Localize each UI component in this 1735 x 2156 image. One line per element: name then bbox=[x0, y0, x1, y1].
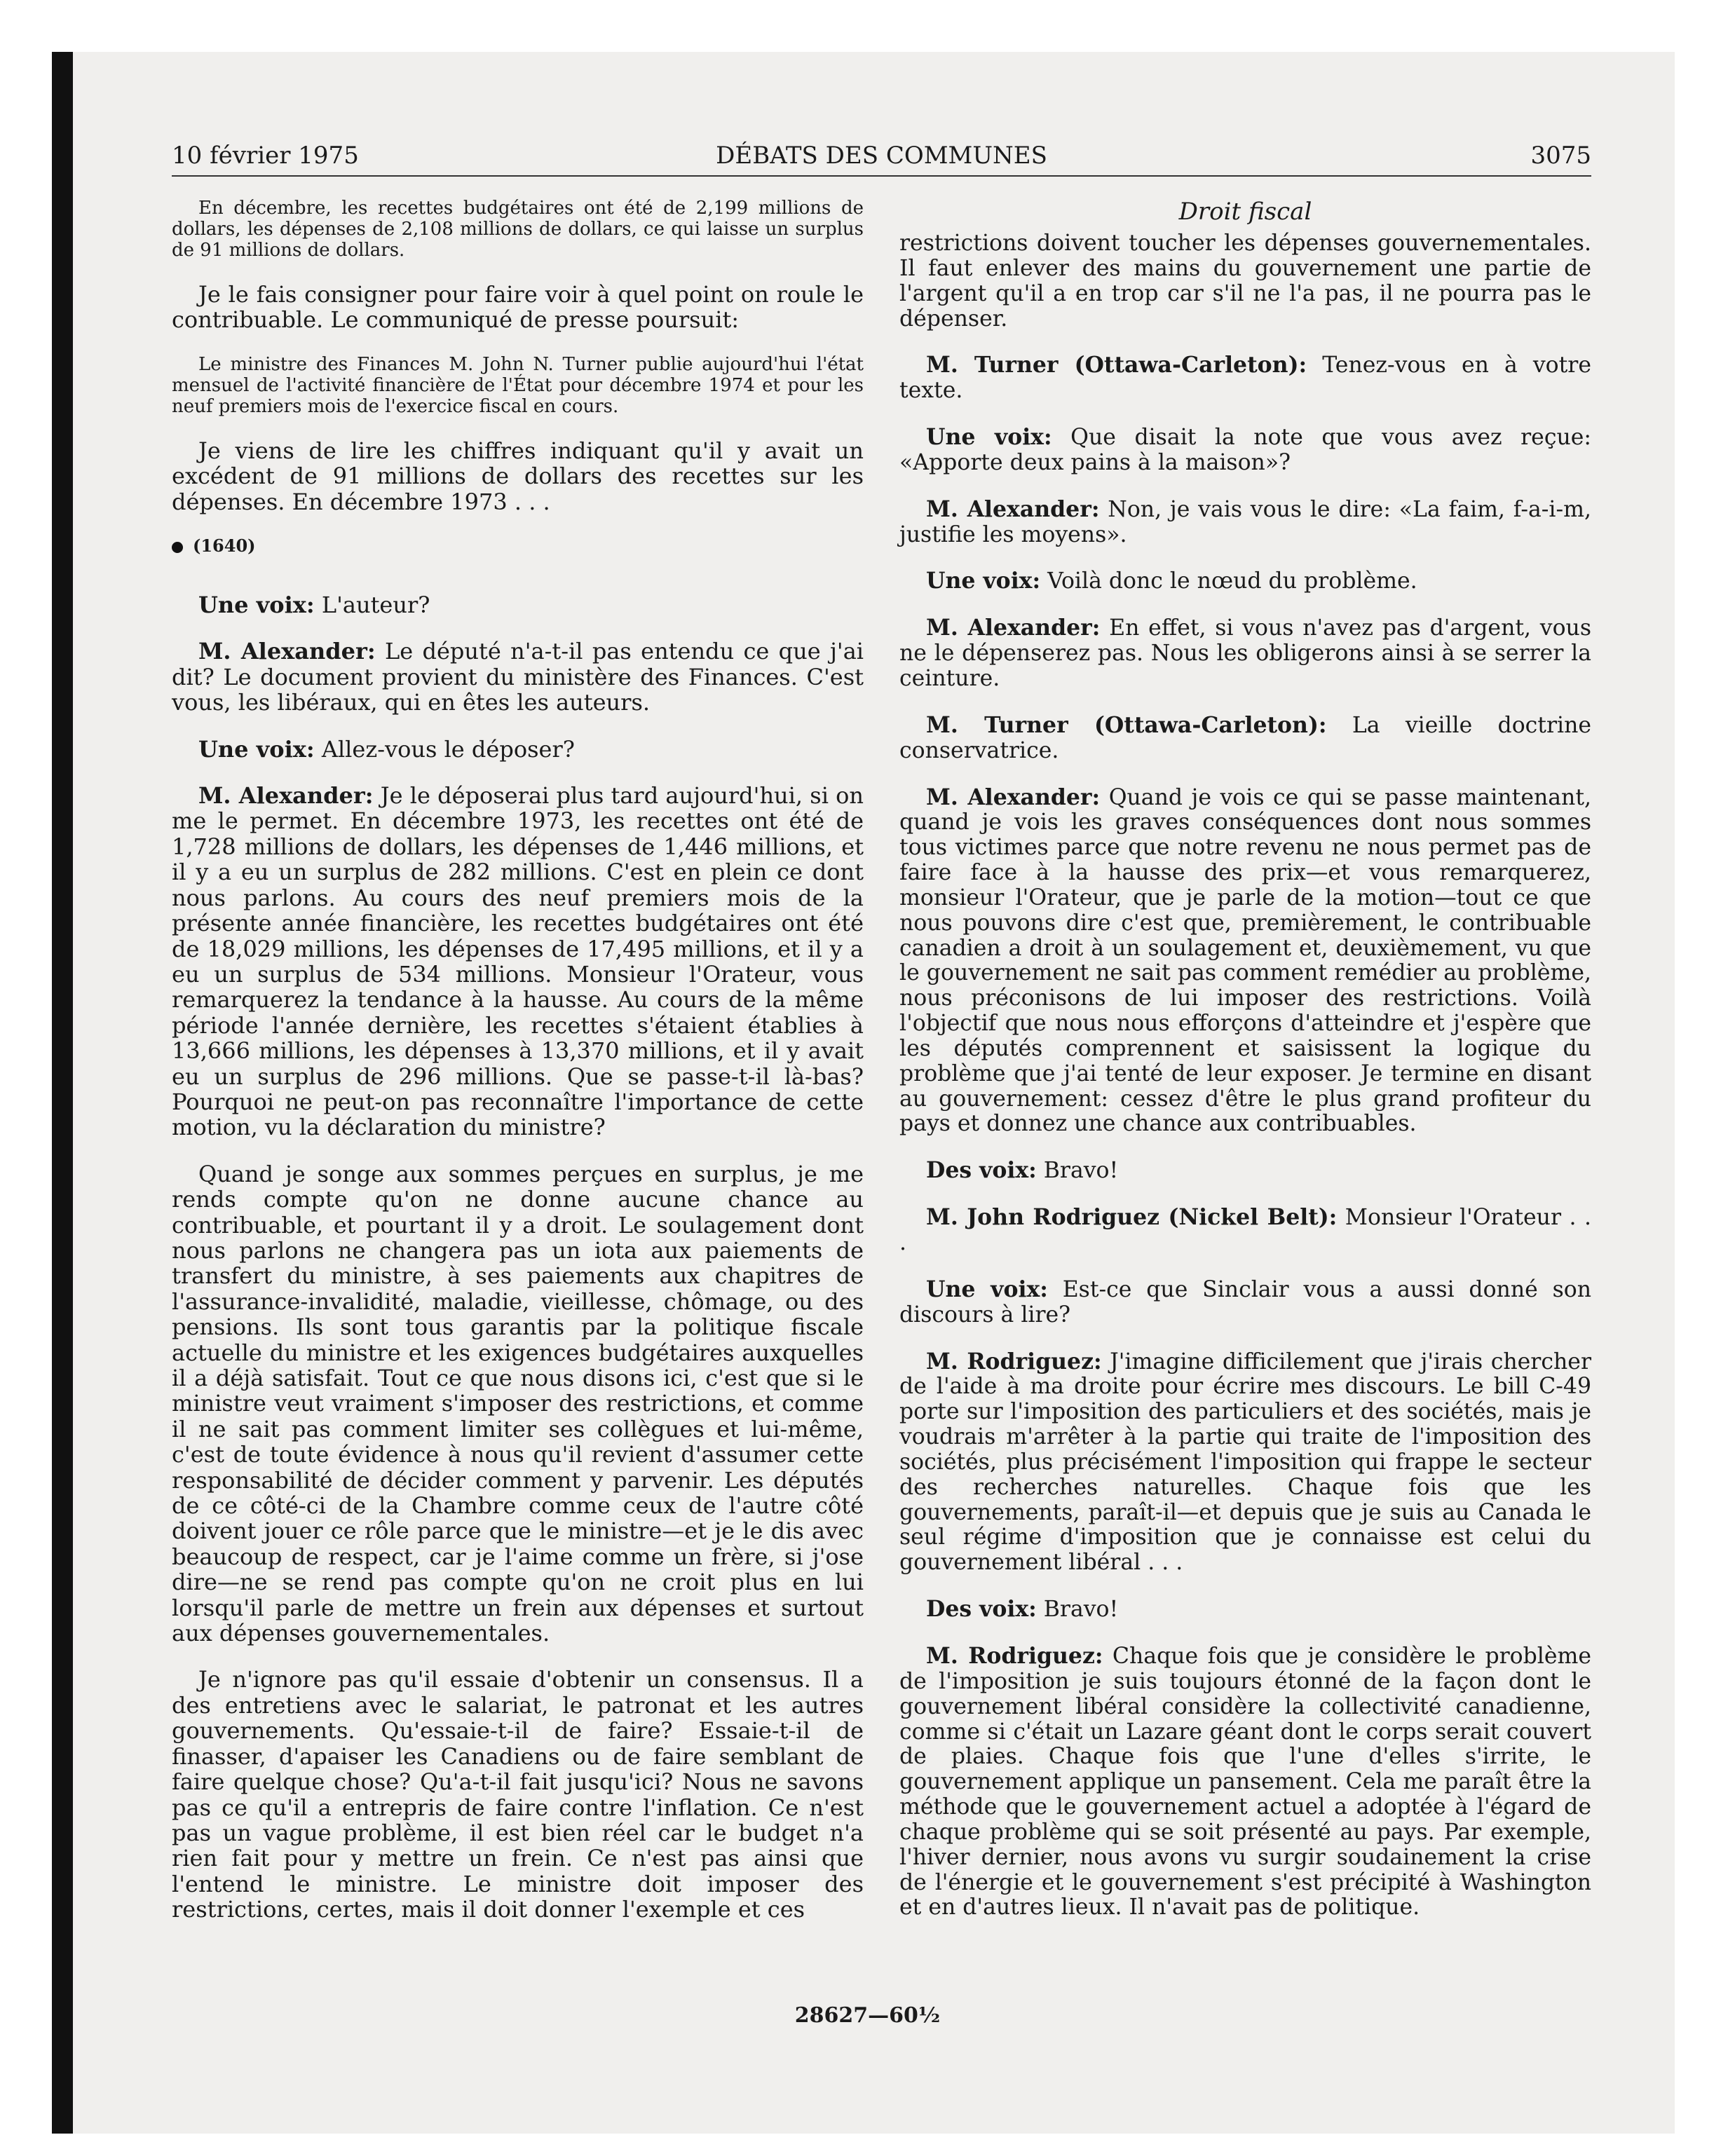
speaker-name: M. John Rodriguez (Nickel Belt): bbox=[926, 1204, 1338, 1231]
paragraph-text: Non, je vais vous le dire: «La faim, f-a-i-m, justifie les moyens». bbox=[899, 496, 1591, 547]
paragraph bbox=[899, 1644, 1591, 1920]
paragraph-text: L'auteur? bbox=[321, 592, 430, 619]
paragraph-text: Voilà donc le nœud du problème. bbox=[1047, 568, 1417, 594]
speaker-name: M. Turner (Ottawa-Carleton): bbox=[926, 352, 1307, 378]
time-marker bbox=[172, 535, 864, 556]
paragraph-text: Bravo! bbox=[1043, 1158, 1119, 1184]
paragraph bbox=[899, 231, 1591, 332]
speaker-name: M. Alexander: bbox=[926, 615, 1101, 641]
speaker-name: Une voix: bbox=[198, 592, 315, 619]
paragraph-text: Le député n'a-t-il pas entendu ce que j'ai dit? Le document provient du ministère des Finances. C'est vous, les libéraux, qui en êtes les auteurs. bbox=[172, 638, 864, 716]
paragraph bbox=[899, 425, 1591, 476]
paragraph bbox=[899, 1158, 1591, 1184]
paragraph bbox=[172, 639, 864, 715]
paragraph-text: La vieille doctrine conservatrice. bbox=[899, 712, 1592, 763]
paragraph-text: Est-ce que Sinclair vous a aussi donné son discours à lire? bbox=[899, 1276, 1591, 1328]
speaker-name: Une voix: bbox=[926, 424, 1052, 451]
speaker-name: M. Turner (Ottawa-Carleton): bbox=[926, 711, 1327, 738]
paragraph-text: Je n'ignore pas qu'il essaie d'obtenir un consensus. Il a des entretiens avec le salariat, le patronat et les autres gouvernements. Qu'essaie-t-il de faire? Essaie-t-il de finasser, d'apaiser les Canadiens ou de faire semblant de faire quelque chose? Qu'a-t-il fait jusqu'ici? Nous ne savons pas ce qu'il a entrepris de faire contre l'inflation. Ce n'est pas un vague problème, il est bien réel car le budget n'a rien fait pour y mettre un frein. Ce n'est pas ainsi que l'entend le ministre. Le ministre doit imposer des restrictions, certes, mais il doit donner l'exemple et ces bbox=[172, 1666, 864, 1923]
paragraph bbox=[899, 1277, 1591, 1328]
paragraph-text: Tenez-vous en à votre texte. bbox=[899, 353, 1592, 404]
paragraph-text: Quand je vois ce qui se passe maintenant, quand je vois les graves conséquences dont nous sommes tous victimes parce que notre revenu ne nous permet pas de faire face à la hausse des prix—et vous remarquerez, monsieur l'Orateur, que je parle de la motion—tout ce que nous pouvons dire c'est que, premièrement, le contribuable canadien a droit à un soulagement et, deuxièmement, vu que le gouvernement ne sait pas comment remédier au problème, nous préconisons de lui imposer des restrictions. Voilà l'objectif que nous nous efforçons d'atteindre et j'espère que les députés comprennent et saisissent la logique du problème que j'ai tenté de leur exposer. Je termine en disant au gouvernement: cessez d'être le plus grand profiteur du pays et donnez une chance aux contribuables. bbox=[899, 784, 1591, 1137]
bullet-dot-icon bbox=[172, 542, 183, 553]
speaker-name: M. Alexander: bbox=[926, 784, 1101, 810]
speaker-name: M. Rodriguez: bbox=[926, 1348, 1102, 1374]
paragraph bbox=[172, 737, 864, 762]
quoted-passage bbox=[172, 354, 864, 417]
paragraph-text: restrictions doivent toucher les dépenses gouvernementales. Il faut enlever des mains du gouvernement une partie de l'argent qu'il a en trop car s'il ne l'a pas, il ne pourra pas le dépenser. bbox=[899, 231, 1591, 332]
speaker-name: M. Alexander: bbox=[926, 496, 1100, 522]
page-footer: 28627—60½ bbox=[794, 2003, 941, 2028]
paragraph bbox=[899, 1349, 1591, 1576]
paragraph-text: En effet, si vous n'avez pas d'argent, vous ne le dépenserez pas. Nous les obligerons ainsi à se serrer la ceinture. bbox=[899, 615, 1591, 691]
left-column bbox=[172, 198, 864, 1944]
paragraph-text: Quand je songe aux sommes perçues en surplus, je me rends compte qu'on ne donne aucune chance au contribuable, et pourtant il y a droit. Le soulagement dont nous parlons ne changera pas un iota aux paiements de transfert du ministre, à ses paiements aux chapitres de l'assurance-invalidité, maladie, vieillesse, chômage, ou des pensions. Ils sont tous garantis par la politique fiscale actuelle du ministre et les exigences budgétaires auxquelles il a déjà satisfait. Tout ce que nous disons ici, c'est que si le ministre veut vraiment s'imposer des restrictions, et comme il ne sait pas comment limiter ses collègues et lui-même, c'est de toute évidence à nous qu'il revient d'assumer cette responsabilité de décider comment y parvenir. Les députés de ce côté-ci de la Chambre comme ceux de l'autre côté doivent jouer ce rôle parce que le ministre—et je le dis avec beaucoup de respect, car je l'aime comme un frère, si j'ose dire—ne se rend pas compte qu'on ne croit plus en lui lorsqu'il parle de mettre un frein aux dépenses et surtout aux dépenses gouvernementales. bbox=[172, 1160, 864, 1647]
speaker-name: M. Alexander: bbox=[198, 782, 374, 810]
header-page-number: 3075 bbox=[1530, 142, 1591, 170]
speaker-name: Des voix: bbox=[926, 1596, 1037, 1623]
paragraph bbox=[172, 592, 864, 618]
paragraph bbox=[899, 785, 1591, 1138]
paragraph bbox=[172, 282, 864, 333]
right-column bbox=[899, 198, 1591, 1942]
quoted-passage bbox=[172, 198, 864, 261]
paragraph-text: Le ministre des Finances M. John N. Turner publie aujourd'hui l'état mensuel de l'activité financière de l'État pour décembre 1974 et pour les neuf premiers mois de l'exercice fiscal en cours. bbox=[172, 353, 864, 417]
speaker-name: Une voix: bbox=[926, 568, 1041, 594]
paragraph-text: Je viens de lire les chiffres indiquant qu'il y avait un excédent de 91 millions de dollars des recettes sur les dépenses. En décembre 1973 . . . bbox=[172, 437, 864, 515]
paragraph bbox=[899, 1205, 1591, 1256]
paragraph bbox=[899, 713, 1591, 764]
paragraph-text: Allez-vous le déposer? bbox=[321, 735, 575, 763]
speaker-name: M. Rodriguez: bbox=[926, 1642, 1103, 1669]
paragraph bbox=[899, 497, 1591, 548]
paragraph-text: Je le fais consigner pour faire voir à quel point on roule le contribuable. Le communiqué de presse poursuit: bbox=[172, 281, 864, 334]
paragraph bbox=[172, 1161, 864, 1646]
topic-heading: Droit fiscal bbox=[1178, 198, 1312, 226]
paragraph bbox=[172, 783, 864, 1140]
speaker-name: Une voix: bbox=[926, 1276, 1048, 1302]
paragraph bbox=[899, 615, 1591, 692]
paragraph bbox=[899, 1597, 1591, 1623]
paragraph-text: Que disait la note que vous avez reçue: «Apporte deux pains à la maison»? bbox=[899, 425, 1592, 475]
paragraph bbox=[899, 353, 1591, 404]
paragraph-text: En décembre, les recettes budgétaires ont été de 2,199 millions de dollars, les dépenses de 2,108 millions de dollars, ce qui laisse un surplus de 91 millions de dollars. bbox=[172, 198, 864, 261]
scan-edge-bar bbox=[52, 52, 73, 2134]
paragraph-text: Monsieur l'Orateur . . . bbox=[899, 1205, 1592, 1255]
paragraph bbox=[172, 438, 864, 514]
running-header bbox=[172, 142, 1591, 177]
time-marker-text: (1640) bbox=[193, 535, 256, 557]
speaker-name: M. Alexander: bbox=[198, 638, 376, 665]
paragraph-text: Chaque fois que je considère le problème de l'imposition je suis toujours étonné de la façon dont le gouvernement libéral considère la collectivité canadienne, comme si c'était un Lazare géant dont le corps serait couvert de plaies. Chaque fois que l'une d'elles s'irrite, le gouvernement applique un pansement. Cela me paraît être la méthode que le gouvernement actuel a adoptée à l'égard de chaque problème qui se soit présenté au pays. Par exemple, l'hiver dernier, nous avons vu surgir soudainement la crise de l'énergie et le gouvernement s'est précipité à Washington et en d'autres lieux. Il n'avait pas de politique. bbox=[899, 1643, 1592, 1920]
speaker-name: Une voix: bbox=[198, 735, 315, 763]
paragraph-text: Je le déposerai plus tard aujourd'hui, si on me le permet. En décembre 1973, les recettes ont été de 1,728 millions de dollars, les dépenses de 1,446 millions, et il y a eu un surplus de 282 millions. C'est en plein ce dont nous parlons. Au cours des neuf premiers mois de la présente année financière, les recettes budgétaires ont été de 18,029 millions, les dépenses de 17,495 millions, et il y a eu un surplus de 534 millions. Monsieur l'Orateur, vous remarquerez la tendance à la hausse. Au cours de la même période l'année dernière, les recettes s'étaient établies à 13,666 millions, les dépenses à 13,370 millions, et il y avait eu un surplus de 296 millions. Que se passe-t-il là-bas? Pourquoi ne peut-on pas reconnaître l'importance de cette motion, vu la déclaration du ministre? bbox=[172, 782, 864, 1141]
paragraph bbox=[899, 568, 1591, 594]
paragraph-text: J'imagine difficilement que j'irais chercher de l'aide à ma droite pour écrire mes discours. Le bill C-49 porte sur l'imposition des particuliers et des sociétés, mais je voudrais m'arrêter à la partie qui traite de l'imposition des sociétés, plus précisément l'imposition qui frappe le secteur des recherches naturelles. Chaque fois que les gouvernements, paraît-il—et depuis que je suis au Canada le seul régime d'imposition que je connaisse est celui du gouvernement libéral . . . bbox=[899, 1349, 1591, 1576]
speaker-name: Des voix: bbox=[926, 1157, 1037, 1184]
paragraph bbox=[172, 1667, 864, 1922]
header-date: 10 février 1975 bbox=[172, 142, 359, 170]
paragraph-text: Bravo! bbox=[1043, 1597, 1119, 1623]
header-title: DÉBATS DES COMMUNES bbox=[716, 142, 1047, 170]
